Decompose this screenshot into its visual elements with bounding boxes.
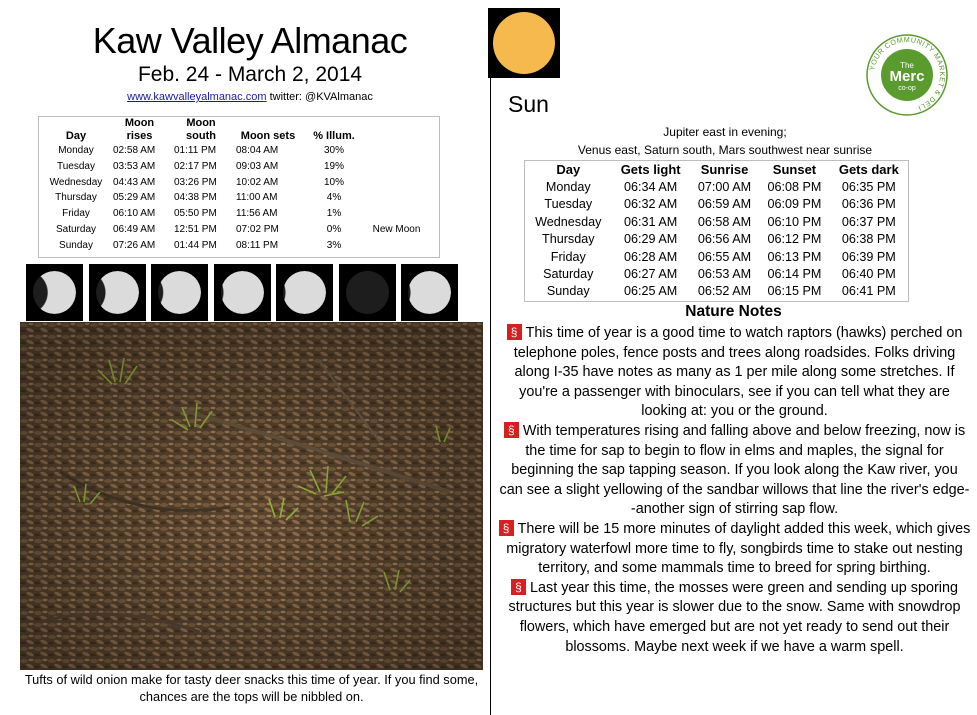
cell-gets-light: 06:27 AM: [624, 267, 678, 282]
cell-sunset: 06:12 PM: [767, 232, 822, 247]
cell-illum: 3%: [326, 239, 342, 251]
note-text: This time of year is a good time to watch raptors (hawks) perched on telephone poles, fence posts and trees along roadsides. Folks driving along I-35 have notes as many as 1 per mile along some stretches. If you're a passenger with binoculars, see if you can tell what they are looking at: you or the ground.: [513, 325, 963, 420]
cell-sets: 08:04 AM: [236, 145, 279, 156]
note-text: With temperatures rising and falling above and below freezing, now is the time for sap to begin to flow in elms and maples, the signal for beginning the sap tapping season. If you look along the Kaw river, you can see a slight yellowing of the sandbar willows that line the river's edge--another sign of stirring sap flow.: [499, 422, 970, 518]
cell-gets-light: 06:29 AM: [624, 232, 678, 247]
table-row: [525, 266, 908, 283]
cell-note: [364, 175, 429, 191]
planets-line-2: Venus east, Saturn south, Mars southwest near sunrise: [577, 143, 873, 157]
logo-ring-text: YOUR COMMUNITY MARKET & DELI: [867, 34, 948, 113]
cell-sets: 07:02 PM: [236, 223, 279, 235]
cell-rise: 03:53 AM: [113, 160, 156, 172]
cell-south: 12:51 PM: [174, 223, 217, 235]
merc-coop-logo: [866, 34, 948, 116]
moon-table-box: [38, 116, 440, 258]
cell-south: 01:11 PM: [174, 145, 217, 156]
cell-rise: 06:49 AM: [113, 223, 156, 235]
section-icon: §: [511, 579, 526, 595]
almanac-title: Kaw Valley Almanac: [92, 20, 408, 61]
sun-icon: [493, 12, 555, 74]
photo-image: [20, 322, 483, 670]
cell-sunset: 06:14 PM: [767, 267, 822, 282]
moon-disc: [346, 271, 389, 314]
cell-gets-light: 06:34 AM: [624, 180, 678, 194]
cell-note: New Moon: [372, 223, 421, 235]
header-day: Day: [65, 130, 87, 142]
cell-sunset: 06:13 PM: [767, 249, 822, 264]
cell-day: Saturday: [55, 223, 97, 235]
moon-lit-crescent: [283, 271, 326, 314]
cell-day: Sunday: [546, 284, 590, 299]
merc-logo-icon: [866, 34, 948, 116]
cell-note: [364, 143, 429, 159]
cell-sets: 11:00 AM: [236, 192, 278, 204]
cell-illum: 4%: [326, 192, 342, 204]
cell-south: 02:17 PM: [174, 160, 217, 172]
cell-illum: 10%: [323, 176, 344, 188]
cell-south: 05:50 PM: [174, 208, 217, 220]
header-moon-rises: Moon rises: [124, 117, 155, 142]
table-row: [525, 283, 908, 300]
planet-visibility: [500, 123, 950, 159]
note-paragraph: [498, 422, 971, 520]
table-row: [525, 249, 908, 266]
note-paragraph: [498, 520, 971, 579]
cell-gets-dark: 06:36 PM: [841, 197, 896, 212]
cell-note: [364, 159, 429, 175]
note-text: There will be 15 more minutes of daylight added this week, which gives migratory waterfowl more time to fly, songbirds time to stake out nesting territory, and some mammals time to breed for spring birthing.: [506, 520, 971, 577]
header-gets-light: Gets light: [620, 162, 681, 177]
cell-gets-dark: 06:38 PM: [841, 232, 896, 247]
table-row: [525, 196, 908, 213]
moon-phase-7: [401, 264, 458, 321]
moon-lit-crescent: [33, 271, 76, 314]
cell-note: [364, 206, 429, 222]
website-link[interactable]: www.kawvalleyalmanac.com: [127, 91, 267, 103]
cell-day: Friday: [550, 249, 586, 264]
cell-sets: 11:56 AM: [236, 208, 278, 220]
section-icon: §: [504, 422, 519, 438]
logo-line2: Merc: [889, 68, 925, 85]
sun-table-header: [525, 161, 908, 179]
logo-line1: The: [900, 61, 914, 70]
table-row: [43, 238, 429, 254]
table-row: [525, 214, 908, 231]
cell-sunrise: 06:56 AM: [697, 232, 752, 247]
cell-illum: 0%: [326, 223, 342, 235]
cell-note: [364, 190, 429, 206]
cell-rise: 05:29 AM: [113, 192, 156, 204]
cell-gets-dark: 06:40 PM: [841, 267, 896, 282]
table-row: [43, 159, 429, 175]
cell-day: Sunday: [59, 239, 93, 251]
cell-rise: 07:26 AM: [113, 239, 156, 251]
cell-rise: 06:10 AM: [113, 208, 156, 220]
cell-rise: 04:43 AM: [113, 176, 156, 188]
sun-table-box: [524, 160, 909, 302]
sun-image: [488, 8, 560, 78]
moon-phase-2: [89, 264, 146, 321]
wild-onion-photo: [20, 322, 483, 670]
cell-gets-light: 06:25 AM: [624, 284, 678, 299]
cell-day: Thursday: [542, 232, 595, 247]
cell-sunset: 06:08 PM: [767, 180, 822, 194]
cell-sets: 08:11 PM: [236, 239, 279, 251]
table-row: [43, 190, 429, 206]
cell-sunset: 06:09 PM: [767, 197, 822, 212]
header-note: [364, 117, 429, 143]
sun-table: [525, 161, 908, 301]
cell-day: Tuesday: [57, 160, 95, 172]
date-range: Feb. 24 - March 2, 2014: [137, 63, 363, 86]
cell-sunrise: 06:58 AM: [697, 214, 752, 229]
header-links: [0, 91, 500, 103]
cell-sets: 09:03 AM: [236, 160, 279, 172]
cell-day: Wednesday: [49, 176, 103, 188]
cell-day: Monday: [58, 145, 94, 156]
cell-rise: 02:58 AM: [113, 145, 156, 156]
header-day: Day: [556, 162, 581, 177]
table-row: [525, 231, 908, 248]
nature-notes-title: Nature Notes: [685, 303, 782, 320]
header-moon-sets: Moon sets: [240, 130, 296, 142]
moon-lit-crescent: [158, 271, 201, 314]
header-sunrise: Sunrise: [700, 162, 749, 177]
cell-sunset: 06:15 PM: [767, 284, 822, 299]
header-illumination: % Illum.: [313, 130, 355, 142]
moon-lit-crescent: [408, 271, 451, 314]
cell-day: Wednesday: [535, 214, 602, 229]
cell-south: 03:26 PM: [174, 176, 217, 188]
cell-note: [364, 238, 429, 254]
cell-gets-dark: 06:37 PM: [841, 214, 896, 229]
section-icon: §: [507, 324, 522, 340]
nature-notes: [498, 324, 971, 657]
cell-day: Monday: [545, 180, 591, 194]
cell-sunrise: 06:55 AM: [697, 249, 752, 264]
cell-illum: 1%: [326, 208, 342, 220]
cell-gets-dark: 06:39 PM: [841, 249, 896, 264]
planets-line-1: Jupiter east in evening;: [663, 125, 787, 139]
cell-sunrise: 07:00 AM: [697, 180, 752, 194]
table-row: [43, 143, 429, 159]
logo-line3: co-op: [898, 85, 916, 92]
cell-gets-dark: 06:41 PM: [841, 284, 896, 299]
cell-sunrise: 06:53 AM: [697, 267, 752, 282]
cell-illum: 30%: [323, 145, 344, 156]
note-paragraph: [498, 579, 971, 657]
header-sunset: Sunset: [772, 162, 817, 177]
cell-south: 01:44 PM: [174, 239, 217, 251]
cell-sunrise: 06:52 AM: [697, 284, 752, 299]
moon-lit-crescent: [221, 271, 264, 314]
moon-phase-6: [339, 264, 396, 321]
cell-south: 04:38 PM: [174, 192, 217, 204]
moon-phase-3: [151, 264, 208, 321]
header-moon-south: Moon south: [186, 117, 216, 142]
cell-day: Saturday: [543, 267, 594, 282]
column-divider: [490, 8, 491, 715]
cell-day: Tuesday: [544, 197, 593, 212]
cell-gets-dark: 06:35 PM: [841, 180, 896, 194]
table-row: [43, 175, 429, 191]
note-paragraph: [498, 324, 971, 422]
header-gets-dark: Gets dark: [838, 162, 899, 177]
photo-caption: Tufts of wild onion make for tasty deer snacks this time of year. If you find some, chances are the tops will be nibbled on.: [24, 672, 479, 704]
moon-phase-4: [214, 264, 271, 321]
cell-sets: 10:02 AM: [236, 176, 279, 188]
section-icon: §: [499, 520, 514, 536]
moon-lit-crescent: [96, 271, 139, 314]
cell-gets-light: 06:31 AM: [624, 214, 678, 229]
note-text: Last year this time, the mosses were green and sending up sporing structures but this year is slower due to the snow. Same with snowdrop flowers, which have emerged but are not yet ready to send out their blossoms. Maybe next week if we have a warm spell.: [508, 579, 961, 655]
table-row: [43, 222, 429, 238]
table-row: [43, 206, 429, 222]
cell-gets-light: 06:32 AM: [624, 197, 678, 212]
cell-day: Thursday: [55, 192, 97, 204]
cell-gets-light: 06:28 AM: [624, 249, 678, 264]
sun-heading: Sun: [508, 91, 549, 117]
twitter-handle: twitter: @KVAlmanac: [269, 91, 373, 103]
cell-day: Friday: [62, 208, 90, 220]
moon-table: [43, 117, 429, 254]
moon-table-header: [43, 117, 429, 143]
moon-phase-5: [276, 264, 333, 321]
cell-sunset: 06:10 PM: [767, 214, 822, 229]
table-row: [525, 179, 908, 196]
cell-illum: 19%: [323, 160, 344, 172]
cell-sunrise: 06:59 AM: [697, 197, 752, 212]
moon-phase-1: [26, 264, 83, 321]
